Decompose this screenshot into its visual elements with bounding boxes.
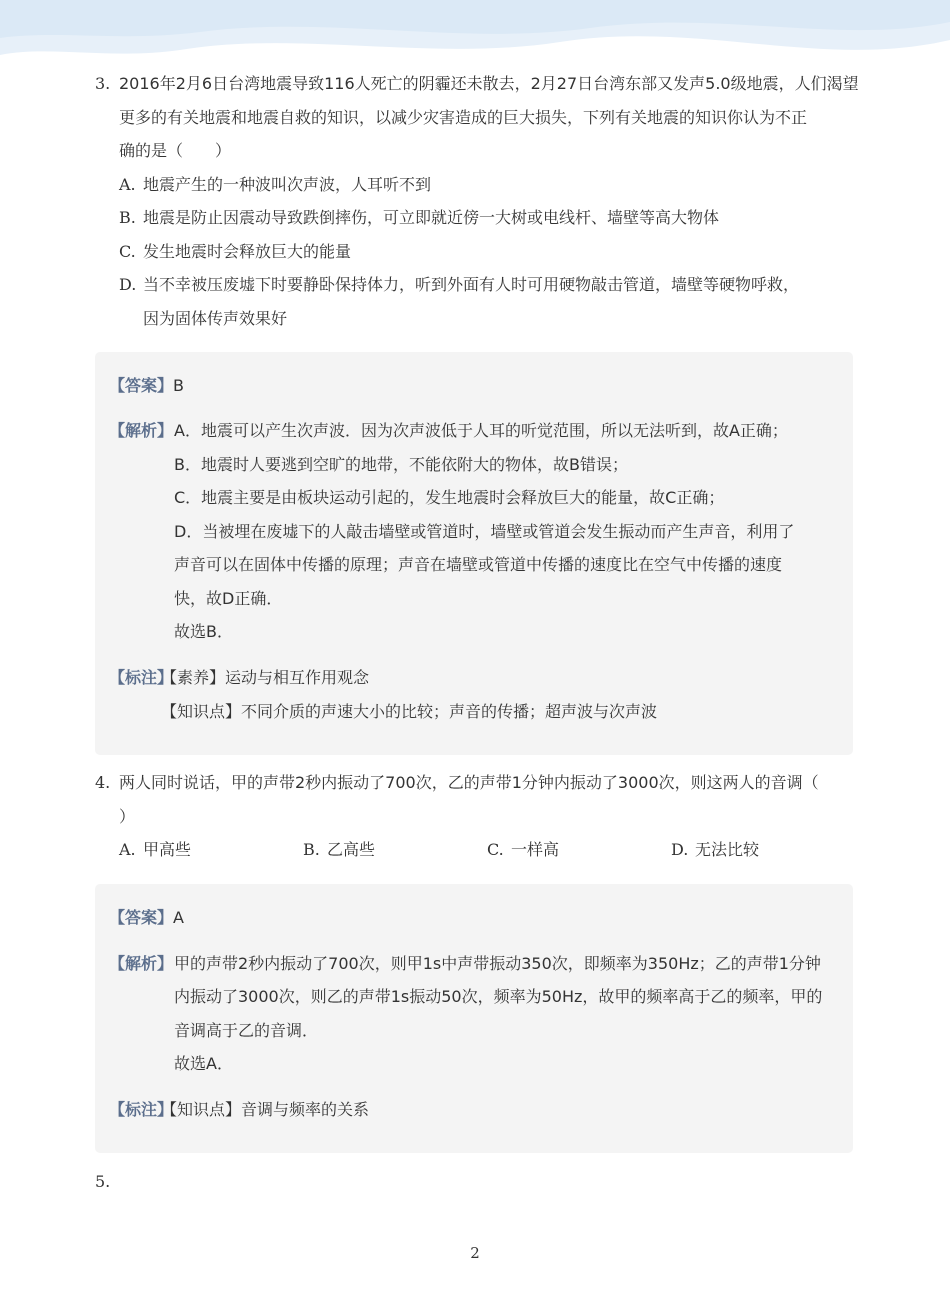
answer-row [109,369,184,403]
answer-value: A [173,908,184,927]
analysis-line: 故选A． [174,1054,233,1073]
question-text: 2016年2月6日台湾地震导致116人死亡的阴霾还未散去，2月27日台湾东部又发声5.0级地震，人们渴望 [119,74,859,93]
question-4 [95,766,855,867]
answer-value: B [173,376,184,395]
answer-tag: 【答案】 [109,908,174,927]
answer-tag: 【答案】 [109,376,174,395]
option-c[interactable]: C. 发生地震时会释放巨大的能量 [119,241,352,261]
option-a[interactable]: A. 地震产生的一种波叫次声波，人耳听不到 [119,174,432,194]
note-line: 【素养】运动与相互作用观念 [161,668,370,687]
analysis-line: D．当被埋在废墟下的人敲击墙壁或管道时，墙壁或管道会发生振动而产生声音，利用了 [174,522,795,541]
answer-row [109,901,184,935]
analysis-tag: 【解析】 [109,421,174,440]
option-c[interactable]: C. 一样高 [487,840,560,859]
note-line: 【知识点】音调与频率的关系 [161,1100,370,1119]
analysis-tag: 【解析】 [109,954,174,973]
analysis-line: C．地震主要是由板块运动引起的，发生地震时会释放巨大的能量，故C正确； [174,488,725,507]
note-line: 【知识点】不同介质的声速大小的比较；声音的传播；超声波与次声波 [161,702,658,721]
question-number: 4. [95,773,111,792]
option-b[interactable]: B. 乙高些 [303,840,376,859]
option-b[interactable]: B. 地震是防止因震动导致跌倒摔伤，可立即就近傍一大树或电线杆、墙壁等高大物体 [119,208,720,227]
option-d[interactable]: D. 无法比较 [671,840,760,859]
answer-box-q3 [95,352,853,755]
analysis-line: 声音可以在固体中传播的原理；声音在墙壁或管道中传播的速度比在空气中传播的速度 [174,555,783,574]
analysis-line: 快，故D正确． [174,589,283,608]
question-text: 两人同时说话，甲的声带2秒内振动了700次，乙的声带1分钟内振动了3000次，则这两人的音调（ [119,773,819,792]
analysis-line: B．地震时人要逃到空旷的地带，不能依附大的物体，故B错误； [174,455,628,474]
question-text: 确的是（ ） [119,141,232,160]
question-3 [95,67,859,335]
analysis-line: 内振动了3000次，则乙的声带1s振动50次，频率为50Hz，故甲的频率高于乙的频率，甲的 [174,987,823,1006]
analysis-line: 故选B． [174,622,233,641]
question-number: 3. [95,74,111,93]
option-d-continued: 因为固体传声效果好 [143,308,288,328]
answer-box-q4 [95,884,853,1153]
question-5 [95,1165,855,1199]
question-text: 更多的有关地震和地震自救的知识，以减少灾害造成的巨大损失，下列有关地震的知识你认为不正 [119,107,808,127]
page-number: 2 [470,1244,480,1262]
note-tag: 【标注】 [109,668,174,687]
options-row [95,833,855,867]
header-wave-decoration [0,0,950,70]
question-number: 5. [95,1172,111,1191]
analysis-line: 音调高于乙的音调． [174,1021,319,1040]
analysis-line: A．地震可以产生次声波．因为次声波低于人耳的听觉范围，所以无法听到，故A正确； [174,421,788,440]
note-tag: 【标注】 [109,1100,174,1119]
question-text: ） [119,806,136,826]
option-d[interactable]: D. 当不幸被压废墟下时要静卧保持体力，听到外面有人时可用硬物敲击管道，墙壁等硬物呼救， [119,275,800,294]
option-a[interactable]: A. 甲高些 [119,840,192,859]
analysis-line: 甲的声带2秒内振动了700次，则甲1s中声带振动350次，即频率为350Hz；乙的声带1分钟 [174,954,821,973]
